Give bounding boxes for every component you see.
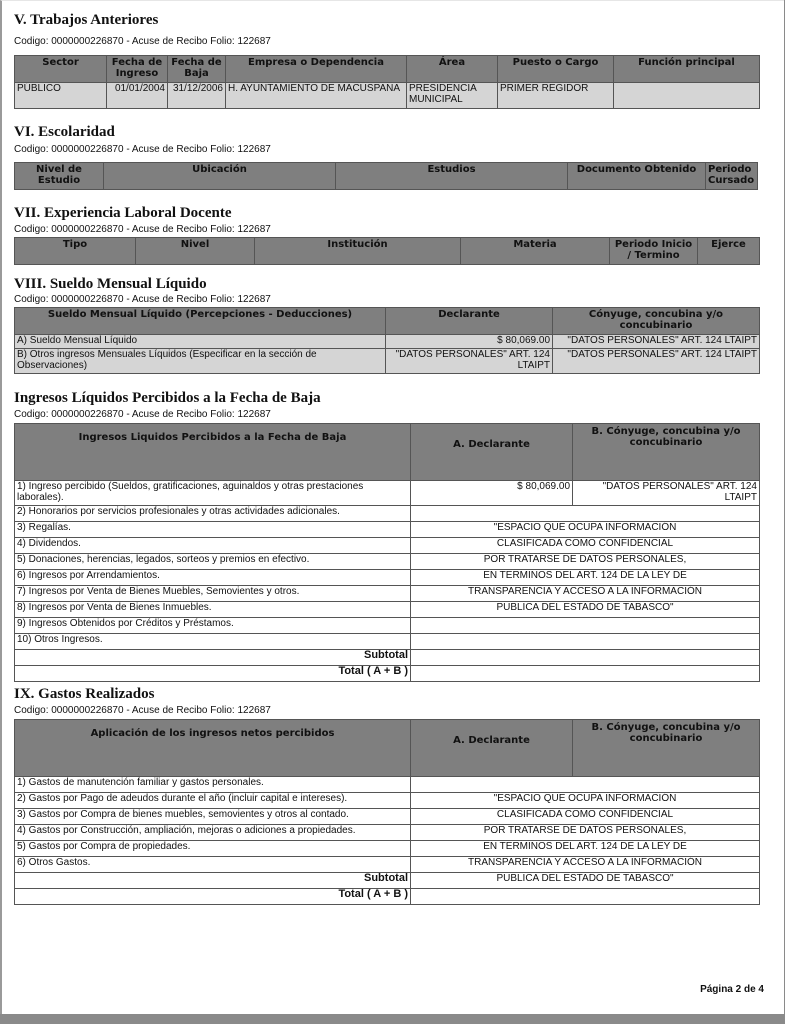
cell-fecha-baja: 31/12/2006 — [168, 83, 226, 109]
col-header: Sueldo Mensual Líquido (Percepciones - Deducciones) — [15, 308, 386, 335]
col-header: Cónyuge, concubina y/o concubinario — [553, 308, 760, 335]
cell-value: EN TERMINOS DEL ART. 124 DE LA LEY DE — [411, 841, 760, 857]
table-row — [15, 634, 760, 650]
cell-value: CLASIFICADA COMO CONFIDENCIAL — [411, 538, 760, 554]
col-header: Empresa o Dependencia — [226, 56, 407, 83]
table-row — [15, 83, 760, 109]
table-row — [15, 570, 760, 586]
cell-area: PRESIDENCIA MUNICIPAL — [407, 83, 498, 109]
cell-value — [411, 506, 760, 522]
cell-concepto: 3) Regalías. — [15, 522, 411, 538]
cell-concepto: A) Sueldo Mensual Líquido — [15, 335, 386, 349]
cell-concepto: B) Otros ingresos Mensuales Líquidos (Especificar en la sección de Observaciones) — [15, 349, 386, 374]
cell-concepto: 4) Dividendos. — [15, 538, 411, 554]
table-row — [15, 554, 760, 570]
total-label: Total ( A + B ) — [15, 666, 411, 682]
cell-concepto: 4) Gastos por Construcción, ampliación, mejoras o adiciones a propiedades. — [15, 825, 411, 841]
col-header: Estudios — [336, 163, 568, 190]
codigo-line: Codigo: 0000000226870 - Acuse de Recibo Folio: 122687 — [14, 36, 271, 47]
cell-concepto: 5) Donaciones, herencias, legados, sorteos y premios en efectivo. — [15, 554, 411, 570]
cell-concepto: 7) Ingresos por Venta de Bienes Muebles, Semovientes y otros. — [15, 586, 411, 602]
codigo-line: Codigo: 0000000226870 - Acuse de Recibo Folio: 122687 — [14, 224, 271, 235]
col-header: Declarante — [386, 308, 553, 335]
total-row — [15, 889, 760, 905]
cell-concepto: 3) Gastos por Compra de bienes muebles, semovientes y otros al contado. — [15, 809, 411, 825]
table-row — [15, 602, 760, 618]
col-header: A. Declarante — [411, 424, 573, 481]
cell-concepto: 10) Otros Ingresos. — [15, 634, 411, 650]
col-header: Periodo Inicio / Termino — [610, 238, 698, 265]
col-header: B. Cónyuge, concubina y/o concubinario — [573, 424, 760, 481]
cell-concepto: 2) Gastos por Pago de adeudos durante el año (incluir capital e intereses). — [15, 793, 411, 809]
trabajos-table — [14, 55, 760, 109]
cell-declarante: $ 80,069.00 — [411, 481, 573, 506]
table-row — [15, 538, 760, 554]
codigo-line: Codigo: 0000000226870 - Acuse de Recibo Folio: 122687 — [14, 144, 271, 155]
col-header: Institución — [255, 238, 461, 265]
cell-value: "ESPACIO QUE OCUPA INFORMACIÓN — [411, 522, 760, 538]
col-header: Área — [407, 56, 498, 83]
col-header: Fecha de Baja — [168, 56, 226, 83]
table-row — [15, 618, 760, 634]
page-number: Página 2 de 4 — [700, 984, 764, 995]
table-row — [15, 506, 760, 522]
cell-value — [411, 777, 760, 793]
table-row — [15, 349, 760, 374]
col-header: Nivel de Estudio — [15, 163, 104, 190]
table-row — [15, 586, 760, 602]
cell-conyuge: "DATOS PERSONALES" ART. 124 LTAIPT — [553, 335, 760, 349]
section-title-sueldo: VIII. Sueldo Mensual Líquido — [14, 276, 207, 292]
subtotal-row — [15, 873, 760, 889]
cell-declarante: "DATOS PERSONALES" ART. 124 LTAIPT — [386, 349, 553, 374]
subtotal-row — [15, 650, 760, 666]
cell-value: POR TRATARSE DE DATOS PERSONALES, — [411, 825, 760, 841]
cell-declarante: $ 80,069.00 — [386, 335, 553, 349]
cell-funcion — [614, 83, 760, 109]
codigo-line: Codigo: 0000000226870 - Acuse de Recibo Folio: 122687 — [14, 705, 271, 716]
cell-concepto: 8) Ingresos por Venta de Bienes Inmuebles. — [15, 602, 411, 618]
table-row — [15, 793, 760, 809]
col-header: Ejerce — [698, 238, 760, 265]
codigo-line: Codigo: 0000000226870 - Acuse de Recibo Folio: 122687 — [14, 409, 271, 420]
cell-value: CLASIFICADA COMO CONFIDENCIAL — [411, 809, 760, 825]
cell-value: PUBLICA DEL ESTADO DE TABASCO" — [411, 602, 760, 618]
cell-fecha-ingreso: 01/01/2004 — [107, 83, 168, 109]
cell-concepto: 9) Ingresos Obtenidos por Créditos y Préstamos. — [15, 618, 411, 634]
subtotal-label: Subtotal — [15, 873, 411, 889]
subtotal-label: Subtotal — [15, 650, 411, 666]
section-title-escolaridad: VI. Escolaridad — [14, 124, 115, 140]
col-header: Función principal — [614, 56, 760, 83]
col-header: Aplicación de los ingresos netos percibidos — [15, 720, 411, 777]
table-row — [15, 857, 760, 873]
cell-value — [411, 618, 760, 634]
col-header: Puesto o Cargo — [498, 56, 614, 83]
table-row — [15, 825, 760, 841]
table-row — [15, 841, 760, 857]
cell-value: POR TRATARSE DE DATOS PERSONALES, — [411, 554, 760, 570]
ingresos-table — [14, 423, 760, 682]
total-value — [411, 889, 760, 905]
cell-value: EN TERMINOS DEL ART. 124 DE LA LEY DE — [411, 570, 760, 586]
cell-conyuge: "DATOS PERSONALES" ART. 124 LTAIPT — [573, 481, 760, 506]
table-row — [15, 777, 760, 793]
col-header: Ubicación — [104, 163, 336, 190]
cell-concepto: 6) Otros Gastos. — [15, 857, 411, 873]
col-header: Sector — [15, 56, 107, 83]
col-header: Nivel — [136, 238, 255, 265]
cell-concepto: 1) Gastos de manutención familiar y gastos personales. — [15, 777, 411, 793]
cell-concepto: 2) Honorarios por servicios profesionales y otras actividades adicionales. — [15, 506, 411, 522]
section-title-gastos: IX. Gastos Realizados — [14, 686, 155, 702]
col-header: Fecha de Ingreso — [107, 56, 168, 83]
cell-value: TRANSPARENCIA Y ACCESO A LA INFORMACIÓN — [411, 857, 760, 873]
cell-puesto: PRIMER REGIDOR — [498, 83, 614, 109]
col-header: Documento Obtenido — [568, 163, 706, 190]
section-title-ingresos: Ingresos Líquidos Percibidos a la Fecha de Baja — [14, 390, 321, 406]
table-row — [15, 481, 760, 506]
cell-value: "ESPACIO QUE OCUPA INFORMACIÓN — [411, 793, 760, 809]
codigo-line: Codigo: 0000000226870 - Acuse de Recibo Folio: 122687 — [14, 294, 271, 305]
table-row — [15, 335, 760, 349]
col-header: A. Declarante — [411, 720, 573, 777]
escolaridad-table — [14, 162, 758, 190]
table-row — [15, 522, 760, 538]
subtotal-value: PUBLICA DEL ESTADO DE TABASCO" — [411, 873, 760, 889]
col-header: Periodo Cursado — [706, 163, 758, 190]
col-header: Materia — [461, 238, 610, 265]
section-title-trabajos: V. Trabajos Anteriores — [14, 12, 159, 28]
cell-sector: PÚBLICO — [15, 83, 107, 109]
cell-concepto: 1) Ingreso percibido (Sueldos, gratificaciones, aguinaldos y otras prestaciones laborales). — [15, 481, 411, 506]
cell-concepto: 6) Ingresos por Arrendamientos. — [15, 570, 411, 586]
cell-value — [411, 634, 760, 650]
total-row — [15, 666, 760, 682]
cell-empresa: H. AYUNTAMIENTO DE MACUSPANA — [226, 83, 407, 109]
cell-value: TRANSPARENCIA Y ACCESO A LA INFORMACIÓN — [411, 586, 760, 602]
subtotal-value — [411, 650, 760, 666]
table-row — [15, 809, 760, 825]
col-header: Tipo — [15, 238, 136, 265]
docente-table — [14, 237, 760, 265]
col-header: B. Cónyuge, concubina y/o concubinario — [573, 720, 760, 777]
cell-concepto: 5) Gastos por Compra de propiedades. — [15, 841, 411, 857]
col-header: Ingresos Liquidos Percibidos a la Fecha de Baja — [15, 424, 411, 481]
total-label: Total ( A + B ) — [15, 889, 411, 905]
cell-conyuge: "DATOS PERSONALES" ART. 124 LTAIPT — [553, 349, 760, 374]
sueldo-table — [14, 307, 760, 374]
total-value — [411, 666, 760, 682]
gastos-table — [14, 719, 760, 905]
section-title-docente: VII. Experiencia Laboral Docente — [14, 205, 232, 221]
